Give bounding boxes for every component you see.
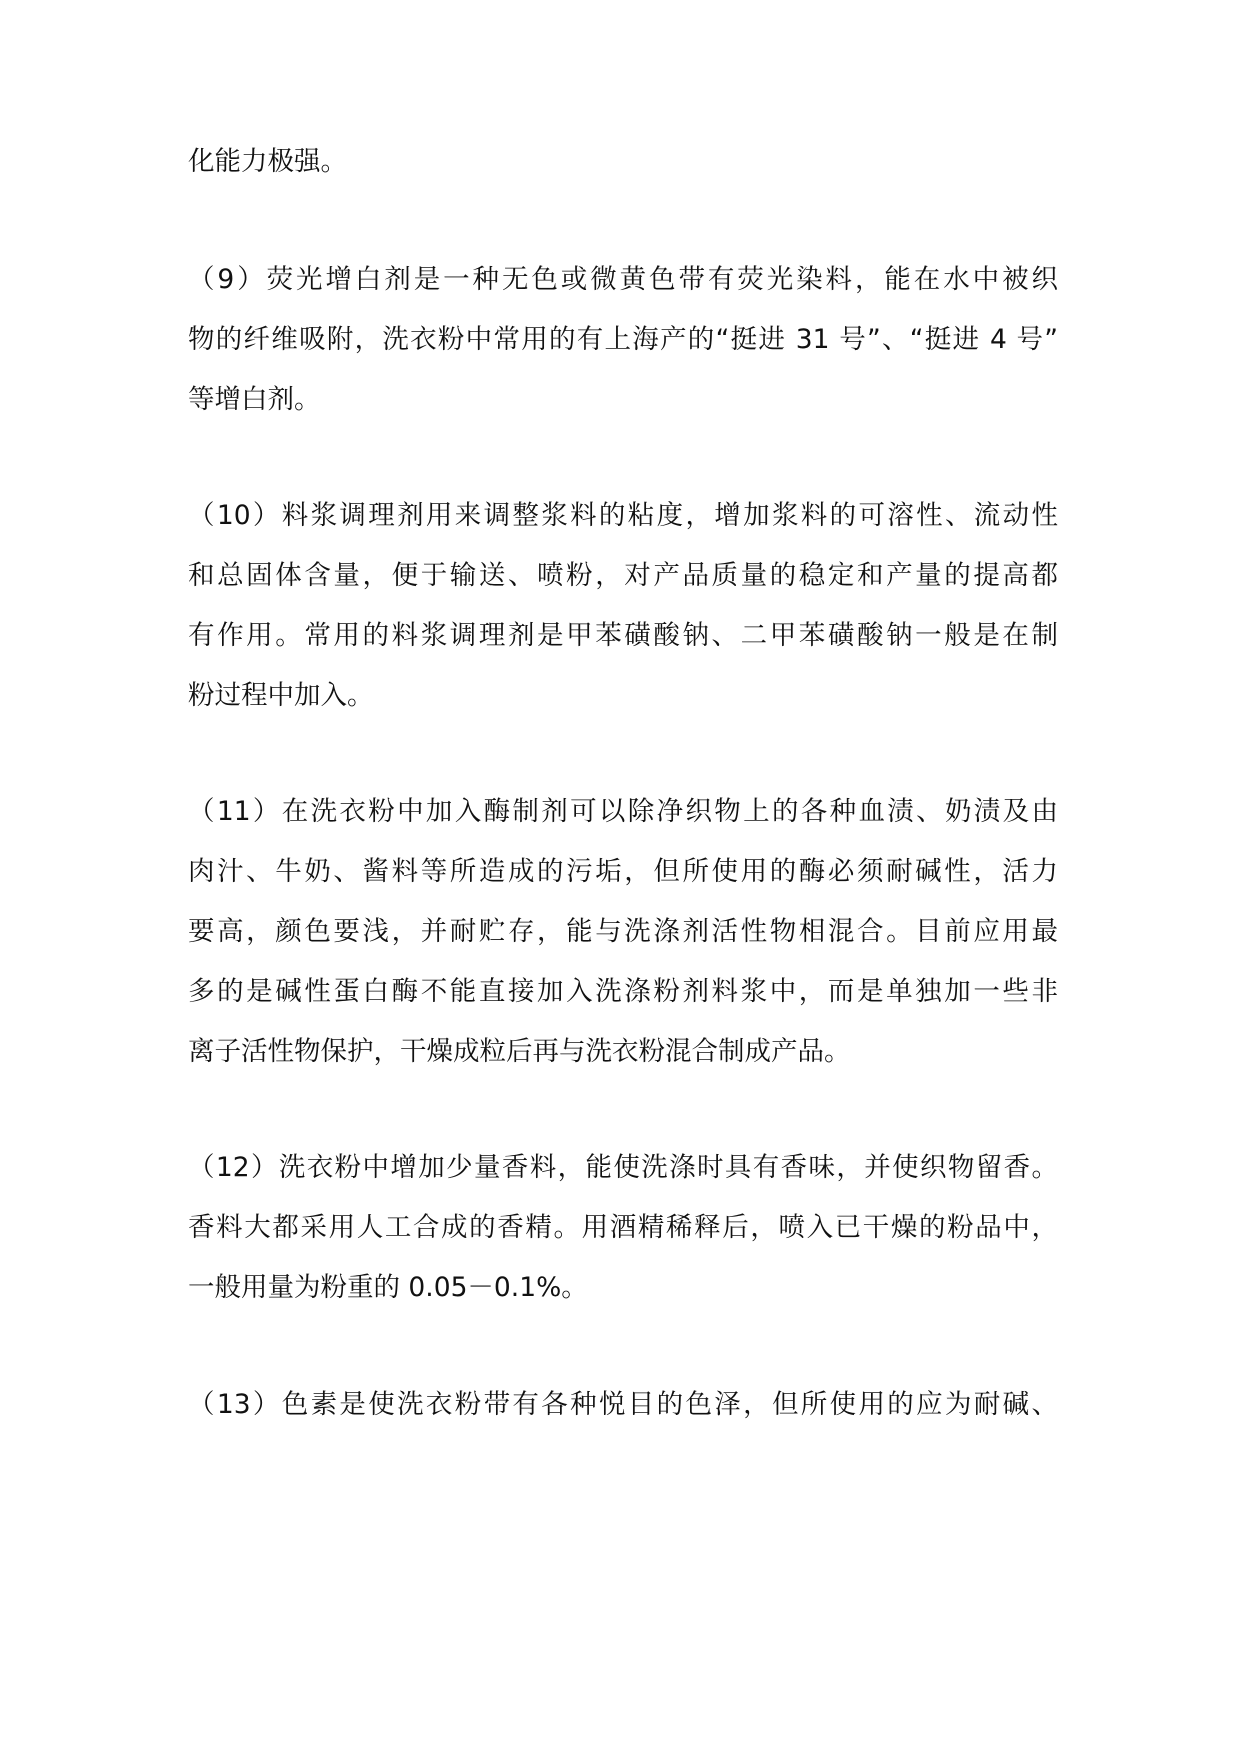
- text-line: （13）色素是使洗衣粉带有各种悦目的色泽，但所使用的应为耐碱、: [188, 1389, 1058, 1420]
- text-line: 化能力极强。: [188, 146, 347, 177]
- text-line: 物的纤维吸附，洗衣粉中常用的有上海产的“挺进 31 号”、“挺进 4 号”: [188, 324, 1058, 355]
- text-line: 离子活性物保护，干燥成粒后再与洗衣粉混合制成产品。: [188, 1036, 851, 1067]
- text-line: 肉汁、牛奶、酱料等所造成的污垢，但所使用的酶必须耐碱性，活力: [188, 856, 1058, 887]
- text-line: 粉过程中加入。: [188, 680, 374, 711]
- text-line: 一般用量为粉重的 0.05－0.1%。: [188, 1272, 588, 1303]
- text-line: 等增白剂。: [188, 384, 321, 415]
- text-line: 要高，颜色要浅，并耐贮存，能与洗涤剂活性物相混合。目前应用最: [188, 916, 1058, 947]
- text-line: （12）洗衣粉中增加少量香料，能使洗涤时具有香味，并使织物留香。: [188, 1152, 1058, 1183]
- text-line: （11）在洗衣粉中加入酶制剂可以除净织物上的各种血渍、奶渍及由: [188, 796, 1058, 827]
- text-line: 多的是碱性蛋白酶不能直接加入洗涤粉剂料浆中，而是单独加一些非: [188, 976, 1058, 1007]
- text-line: 香料大都采用人工合成的香精。用酒精稀释后，喷入已干燥的粉品中，: [188, 1212, 1058, 1243]
- text-line: 和总固体含量，便于输送、喷粉，对产品质量的稳定和产量的提高都: [188, 560, 1058, 591]
- text-line: （9）荧光增白剂是一种无色或微黄色带有荧光染料，能在水中被织: [188, 264, 1058, 295]
- text-line: 有作用。常用的料浆调理剂是甲苯磺酸钠、二甲苯磺酸钠一般是在制: [188, 620, 1058, 651]
- text-line: （10）料浆调理剂用来调整浆料的粘度，增加浆料的可溶性、流动性: [188, 500, 1058, 531]
